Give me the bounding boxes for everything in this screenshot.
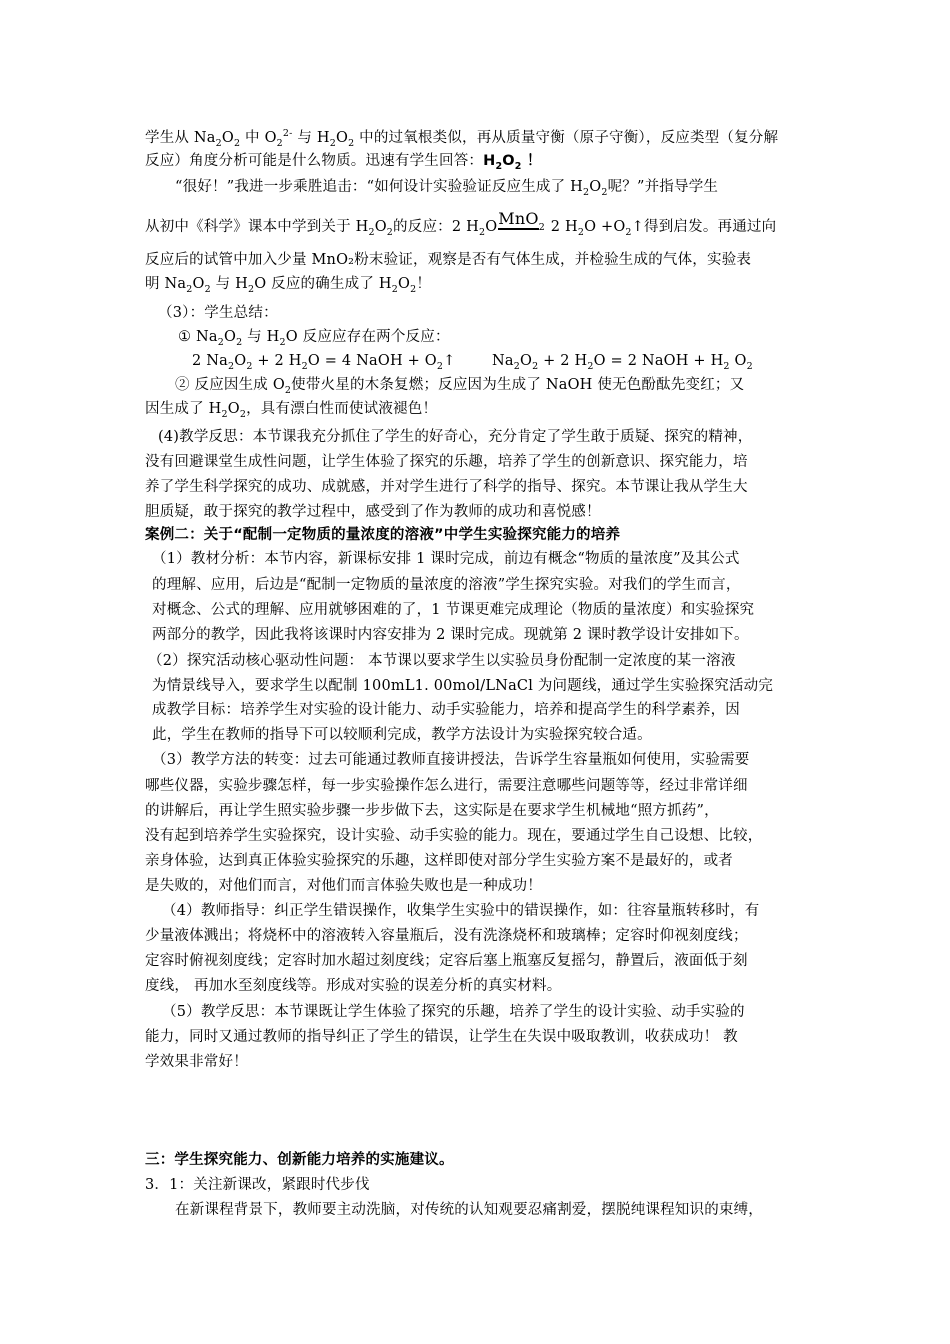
text-line: 少量液体溅出；将烧杯中的溶液转入容量瓶后，没有洗涤烧杯和玻璃棒；定容时仰视刻度线； <box>145 928 748 944</box>
text-line: （3）：学生总结： <box>158 305 278 321</box>
text-line: 两部分的教学，因此我将该课时内容安排为 2 课时完成。现就第 2 课时教学设计安排如下。 <box>152 627 749 643</box>
text-line: 养了学生科学探究的成功、成就感，并对学生进行了科学的指导、探究。本节课让我从学生大 <box>145 479 748 495</box>
text-line: ① $Na_2O_2$ 与 $H_2O$ 反应应存在两个反应： <box>178 329 450 348</box>
equation-1: 2 $Na_2O_2 + 2$ $H_2O = 4$ NaOH + $O_2↑$ <box>192 353 456 372</box>
equation-2: $Na_2O_2 + 2$ $H_2O = 2$ NaOH + $H_2$ $O_2$ <box>492 353 753 372</box>
text-line: 因生成了 $H_2O_2$，具有漂白性而使试液褪色！ <box>145 401 438 420</box>
text-line: 的理解、应用，后边是“配制一定物质的量浓度的溶液”学生探究实验。对我们的学生而言， <box>152 577 741 593</box>
text-line: 成教学目标：培养学生对实验的设计能力、动手实验能力，培养和提高学生的科学素养，因 <box>152 702 740 718</box>
text-line: 胆质疑，敢于探究的教学过程中，感受到了作为教师的成功和喜悦感！ <box>145 504 601 520</box>
text-line: 学生从 $Na_2O_2$ 中 $O_2^{2-}$ 与 $H_2O_2$ 中的过氧根类似，再从质量守衡（原子守衡），反应类型（复分解 <box>145 128 779 149</box>
text-line: 为情景线导入，要求学生以配制 100mL1. 00mol/LNaCl 为问题线，通过学生实验探究活动完 <box>152 678 774 694</box>
text-line: 在新课程背景下，教师要主动洗脑，对传统的认知观要忍痛割爱，摆脱纯课程知识的束缚， <box>175 1202 763 1218</box>
subsection-title: 3．1：关注新课改，紧跟时代步伐 <box>145 1177 370 1193</box>
text-line: 学效果非常好！ <box>145 1054 248 1070</box>
text-line: 明 $Na_2O_2$ 与 $H_2O$ 反应的确生成了 $H_2O_2$！ <box>145 276 432 295</box>
text-line: （5）教学反思：本节课既让学生体验了探究的乐趣，培养了学生的设计实验、动手实验的 <box>162 1004 745 1020</box>
text-line: （2）探究活动核心驱动性问题： 本节课以要求学生以实验员身份配制一定浓度的某一溶液 <box>148 653 736 669</box>
text-line: （4）教师指导：纠正学生错误操作，收集学生实验中的错误操作，如：往容量瓶转移时，有 <box>162 903 760 919</box>
text-line: 对概念、公式的理解、应用就够困难的了，1 节课更难完成理论（物质的量浓度）和实验探究 <box>152 602 755 618</box>
text-line: 哪些仪器，实验步骤怎样，每一步实验操作怎么进行，需要注意哪些问题等等，经过非常详细 <box>145 778 748 794</box>
text-line: (4)教学反思：本节课我充分抓住了学生的好奇心，充分肯定了学生敢于质疑、探究的精神， <box>158 429 753 445</box>
text-line: 没有起到培养学生实验探究，设计实验、动手实验的能力。现在，要通过学生自己设想、比较， <box>145 828 763 844</box>
text-line: 是失败的，对他们而言，对他们而言体验失败也是一种成功！ <box>145 878 542 894</box>
text-line: 此，学生在教师的指导下可以较顺利完成，教学方法设计为实验探究较合适。 <box>152 727 652 743</box>
text-line: “很好！”我进一步乘胜追击：“如何设计实验验证反应生成了 $H_2O_2$呢？”并指导学生 <box>175 179 719 198</box>
text-line: ② 反应因生成 $O_2$使带火星的木条复燃；反应因为生成了 NaOH 使无色酚酞先变红；又 <box>175 377 745 396</box>
case2-heading: 案例二：关于“配制一定物质的量浓度的溶液”中学生实验探究能力的培养 <box>145 527 621 543</box>
text-line: 反应）角度分析可能是什么物质。迅速有学生回答：$H_2O_2$ ！ <box>145 153 542 172</box>
text-line: 定容时俯视刻度线；定容时加水超过刻度线；定容后塞上瓶塞反复摇匀，静置后，液面低于刻 <box>145 953 748 969</box>
catalyst-label: MnO2 <box>498 209 545 233</box>
text-line: 没有回避课堂生成性问题，让学生体验了探究的乐趣，培养了学生的创新意识、探究能力，培 <box>145 454 748 470</box>
text-line: 度线， 再加水至刻度线等。形成对实验的误差分析的真实材料。 <box>145 978 562 994</box>
text-line: 能力，同时又通过教师的指导纠正了学生的错误，让学生在失误中吸取教训，收获成功！ 教 <box>145 1029 738 1045</box>
section3-heading: 三：学生探究能力、创新能力培养的实施建议。 <box>145 1152 454 1168</box>
text-line: 亲身体验，达到真正体验实验探究的乐趣，这样即使对部分学生实验方案不是最好的，或者 <box>145 853 733 869</box>
text-line: 反应后的试管中加入少量 MnO₂粉末验证，观察是否有气体生成，并检验生成的气体，实验表 <box>145 252 752 268</box>
text-line: 从初中《科学》课本中学到关于 $H_2O_2$的反应：2 $H_2OMnO2$ 2 $H_2O$ $+O_2↑$得到启发。再通过向 <box>145 216 776 240</box>
text-line: （3）教学方法的转变：过去可能通过教师直接讲授法，告诉学生容量瓶如何使用，实验需要 <box>152 752 750 768</box>
text-line: 的讲解后，再让学生照实验步骤一步步做下去，这实际是在要求学生机械地“照方抓药”， <box>145 803 719 819</box>
text-line: （1）教材分析：本节内容，新课标安排 1 课时完成，前边有概念“物质的量浓度”及其公式 <box>152 551 740 567</box>
